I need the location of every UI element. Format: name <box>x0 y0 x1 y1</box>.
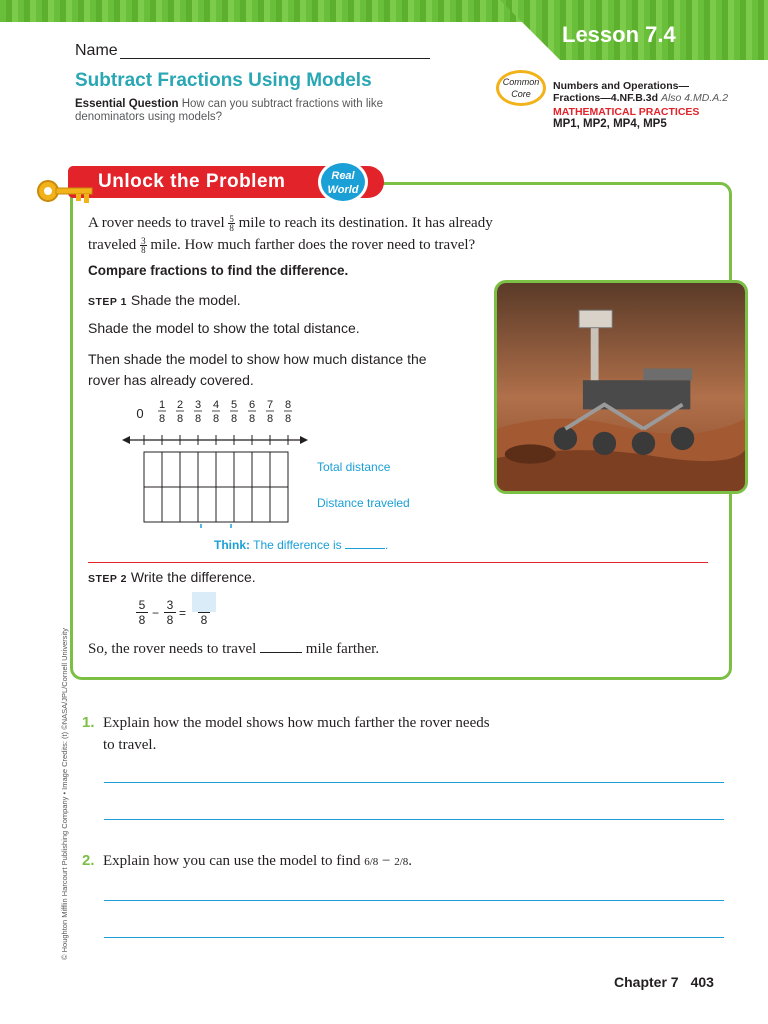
essential-question-label: Essential Question <box>75 98 179 110</box>
think-end: . <box>384 538 389 552</box>
step1-text: Shade the model. <box>130 292 241 308</box>
step1 <box>88 292 241 308</box>
distance-traveled-cell <box>234 487 252 522</box>
step2 <box>88 569 256 585</box>
practices-list: MP1, MP2, MP4, MP5 <box>553 118 667 130</box>
conclusion-blank[interactable] <box>260 652 302 653</box>
name-field[interactable] <box>120 58 430 59</box>
lesson-label: Lesson 7.4 <box>562 22 676 47</box>
distance-traveled-cell <box>270 487 288 522</box>
number-line-arrow-right <box>300 436 308 444</box>
shade-covered-instruction: Then shade the model to show how much distance the rover has already covered. <box>88 351 427 388</box>
total-distance-cell <box>270 452 288 487</box>
distance-traveled-cell <box>144 487 162 522</box>
name-label: Name <box>75 42 118 59</box>
problem-part3: mile. How much farther does the rover need to travel? <box>150 237 476 253</box>
total-distance-cell <box>162 452 180 487</box>
conclusion-part2: mile farther. <box>305 641 380 657</box>
essential-question <box>75 98 385 124</box>
tick-label-denominator: 8 <box>176 413 184 425</box>
question-2-end: . <box>408 853 413 869</box>
page-footer <box>614 974 714 990</box>
total-distance-cell <box>198 452 216 487</box>
step-divider <box>88 562 708 563</box>
problem-part2: mile to reach its destination. It has already traveled <box>88 215 493 253</box>
question-2-frac-b: 2/8 <box>394 856 409 868</box>
practices-heading: MATHEMATICAL PRACTICES <box>553 106 700 118</box>
question-2-number: 2. <box>82 852 95 869</box>
standard-domain-line1: Numbers and Operations— <box>553 80 689 92</box>
total-distance-cell <box>180 452 198 487</box>
tick-label-denominator: 8 <box>248 413 256 425</box>
number-line-model <box>120 398 310 528</box>
fraction-five-eighths: $\frac{5}{8}$ <box>229 214 234 234</box>
answer-line-1b[interactable] <box>104 819 724 820</box>
tick-label-numerator: 4 <box>212 399 220 411</box>
difference-equation <box>136 598 226 632</box>
total-distance-cell <box>234 452 252 487</box>
standard-domain-line2 <box>553 92 728 104</box>
common-core-badge <box>496 70 546 106</box>
shade-total-instruction: Shade the model to show the total distance. <box>88 320 360 336</box>
essential-question-text: How can you subtract fractions with like denominators using models? <box>75 98 384 123</box>
total-distance-cell <box>252 452 270 487</box>
real-world-badge <box>318 160 368 204</box>
answer-line-1a[interactable] <box>104 782 724 783</box>
unlock-banner-label: Unlock the Problem <box>98 171 286 192</box>
key-icon <box>36 176 94 206</box>
step1-label: STEP 1 <box>88 296 127 308</box>
fraction-three-eighths: $\frac{3}{8}$ <box>141 236 146 256</box>
real-world-line1: Real <box>331 170 355 182</box>
eq-frac-b: $\frac{3}{8}$ <box>164 598 176 627</box>
tick-label-numerator: 1 <box>158 399 166 411</box>
footer-chapter: Chapter 7 <box>614 974 679 990</box>
question-1-number: 1. <box>82 714 95 731</box>
problem-part1: A rover needs to travel <box>88 215 225 231</box>
number-line-arrow-left <box>122 436 130 444</box>
standard-also: Also 4.MD.A.2 <box>660 92 729 104</box>
distance-traveled-cell <box>162 487 180 522</box>
problem-text <box>88 212 508 256</box>
tick-label-denominator: 8 <box>212 413 220 425</box>
tick-label-numerator: 6 <box>248 399 256 411</box>
total-distance-cell <box>144 452 162 487</box>
tick-label-denominator: 8 <box>266 413 274 425</box>
tick-label-numerator: 5 <box>230 399 238 411</box>
tick-label-zero: 0 <box>136 406 144 421</box>
question-2-minus: − <box>382 853 391 869</box>
question-2-prompt: Explain how you can use the model to find <box>103 853 361 869</box>
question-2-frac-a: 6/8 <box>364 856 379 868</box>
tick-label-denominator: 8 <box>158 413 166 425</box>
think-label: Think: <box>214 538 250 552</box>
tick-label-numerator: 2 <box>176 399 184 411</box>
tick-label-numerator: 3 <box>194 399 202 411</box>
difference-bracket <box>201 524 231 528</box>
question-2-text <box>103 850 503 873</box>
answer-numerator-box[interactable] <box>192 592 216 612</box>
cc-badge-line1: Common <box>502 77 540 87</box>
think-text: The difference is <box>253 538 342 552</box>
conclusion-part1: So, the rover needs to travel <box>88 641 257 657</box>
tick-label-numerator: 8 <box>284 399 292 411</box>
distance-traveled-cell <box>216 487 234 522</box>
mars-rover-photo <box>494 280 748 494</box>
tick-label-numerator: 7 <box>266 399 274 411</box>
conclusion-sentence <box>88 641 379 658</box>
total-distance-cell <box>216 452 234 487</box>
answer-line-2a[interactable] <box>104 900 724 901</box>
eq-equals: = <box>179 606 187 620</box>
think-answer-blank[interactable] <box>345 548 385 549</box>
step2-label: STEP 2 <box>88 573 127 585</box>
real-world-line2: World <box>327 184 359 196</box>
tick-label-denominator: 8 <box>230 413 238 425</box>
standard-code: Fractions—4.NF.B.3d <box>553 92 659 104</box>
tick-label-denominator: 8 <box>284 413 292 425</box>
question-1-text: Explain how the model shows how much farther the rover needs to travel. <box>103 715 490 753</box>
step2-text: Write the difference. <box>130 569 256 585</box>
answer-line-2b[interactable] <box>104 937 724 938</box>
cc-badge-line2: Core <box>511 89 531 99</box>
eq-frac-a: $\frac{5}{8}$ <box>136 598 148 627</box>
page-title: Subtract Fractions Using Models <box>75 70 372 91</box>
tick-label-denominator: 8 <box>194 413 202 425</box>
label-total-distance: Total distance <box>317 460 391 474</box>
label-distance-traveled: Distance traveled <box>317 496 410 510</box>
distance-traveled-cell <box>252 487 270 522</box>
eq-result-den: 8 <box>198 612 210 627</box>
think-prompt <box>214 538 388 552</box>
image-credit: © Houghton Mifflin Harcourt Publishing Company • Image Credits: (t) ©NASA/JPL/Cornell University <box>60 628 69 960</box>
standards-box <box>553 80 728 130</box>
footer-page-number: 403 <box>690 974 714 990</box>
distance-traveled-cell <box>198 487 216 522</box>
distance-traveled-cell <box>180 487 198 522</box>
eq-minus: − <box>152 606 160 620</box>
compare-instruction: Compare fractions to find the difference. <box>88 263 349 278</box>
